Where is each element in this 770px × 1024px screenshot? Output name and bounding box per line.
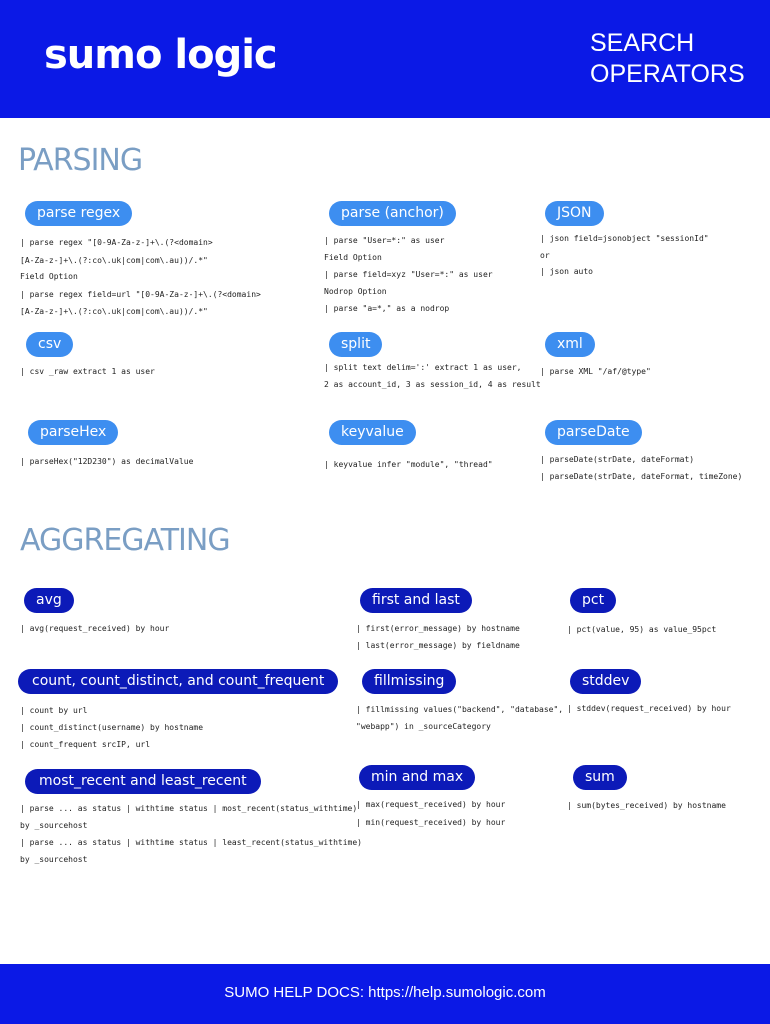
code-line: | count_frequent srcIP, url [20,740,151,749]
code-line: | stddev(request_received) by hour [567,704,731,713]
code-line: | keyvalue infer "module", "thread" [324,460,493,469]
code-line: | parseDate(strDate, dateFormat, timeZone) [540,472,743,481]
section-title-parsing: PARSING [18,143,143,178]
document-title [590,28,745,90]
operator-pill-sum: sum [573,765,627,790]
code-line: | parse "a=*," as a nodrop [324,304,450,313]
operator-pill-pct: pct [570,588,616,613]
code-line: or [540,251,550,260]
code-line: | last(error_message) by fieldname [356,641,520,650]
operator-pill-fillmissing: fillmissing [362,669,456,694]
code-line: by _sourcehost [20,855,88,864]
code-line: Nodrop Option [324,287,387,296]
code-line: | parse field=xyz "User=*:" as user [324,270,493,279]
code-line: "webapp") in _sourceCategory [356,722,491,731]
code-line: | parse ... as status | withtime status | most_recent(status_withtime) [20,804,358,813]
code-line: | parse XML "/af/@type" [540,367,651,376]
code-line: | parse regex "[0-9A-Za-z-]+\.(?<domain> [20,238,213,247]
operator-pill-stddev: stddev [570,669,641,694]
code-line: | parseDate(strDate, dateFormat) [540,455,695,464]
section-title-aggregating: AGGREGATING [20,523,230,558]
code-line: | min(request_received) by hour [356,818,506,827]
code-line: | pct(value, 95) as value_95pct [567,625,717,634]
sumo-logic-logo: sumo logic [44,32,277,78]
code-line: | avg(request_received) by hour [20,624,170,633]
code-line: | parseHex("12D230") as decimalValue [20,457,194,466]
code-line: | parse regex field=url "[0-9A-Za-z-]+\.(?<domain> [20,290,261,299]
code-line: | count_distinct(username) by hostname [20,723,204,732]
code-line: | json field=jsonobject "sessionId" [540,234,709,243]
operator-pill-parsehex: parseHex [28,420,118,445]
operator-pill-json: JSON [545,201,604,226]
operator-pill-avg: avg [24,588,74,613]
code-line: | count by url [20,706,88,715]
operator-pill-parsedate: parseDate [545,420,642,445]
code-line: | fillmissing values("backend", "database", [356,705,564,714]
operator-pill-csv: csv [26,332,73,357]
operator-pill-first-last: first and last [360,588,472,613]
operator-pill-min-max: min and max [359,765,475,790]
title-line-2: OPERATORS [590,60,745,88]
code-line: | sum(bytes_received) by hostname [567,801,726,810]
footer-help-docs-link[interactable]: SUMO HELP DOCS: https://help.sumologic.com [224,984,546,1001]
code-line: 2 as account_id, 3 as session_id, 4 as result [324,380,541,389]
code-line: Field Option [324,253,382,262]
operator-pill-xml: xml [545,332,595,357]
operator-pill-parse-anchor: parse (anchor) [329,201,456,226]
title-line-1: SEARCH [590,29,695,57]
operator-pill-keyvalue: keyvalue [329,420,416,445]
operator-pill-count: count, count_distinct, and count_frequent [18,669,338,694]
code-line: | parse ... as status | withtime status | least_recent(status_withtime) [20,838,362,847]
code-line: by _sourcehost [20,821,88,830]
operator-pill-split: split [329,332,382,357]
code-line: Field Option [20,272,78,281]
operator-pill-most-recent: most_recent and least_recent [25,769,261,794]
code-line: | csv _raw extract 1 as user [20,367,155,376]
code-line: | split text delim=':' extract 1 as user, [324,363,522,372]
code-line: | max(request_received) by hour [356,800,506,809]
code-line: [A-Za-z-]+\.(?:co\.uk|com|com\.au))/.*" [20,307,208,316]
operator-pill-parse-regex: parse regex [25,201,132,226]
code-line: | parse "User=*:" as user [324,236,445,245]
code-line: | json auto [540,267,593,276]
code-line: | first(error_message) by hostname [356,624,520,633]
code-line: [A-Za-z-]+\.(?:co\.uk|com|com\.au))/.*" [20,256,208,265]
